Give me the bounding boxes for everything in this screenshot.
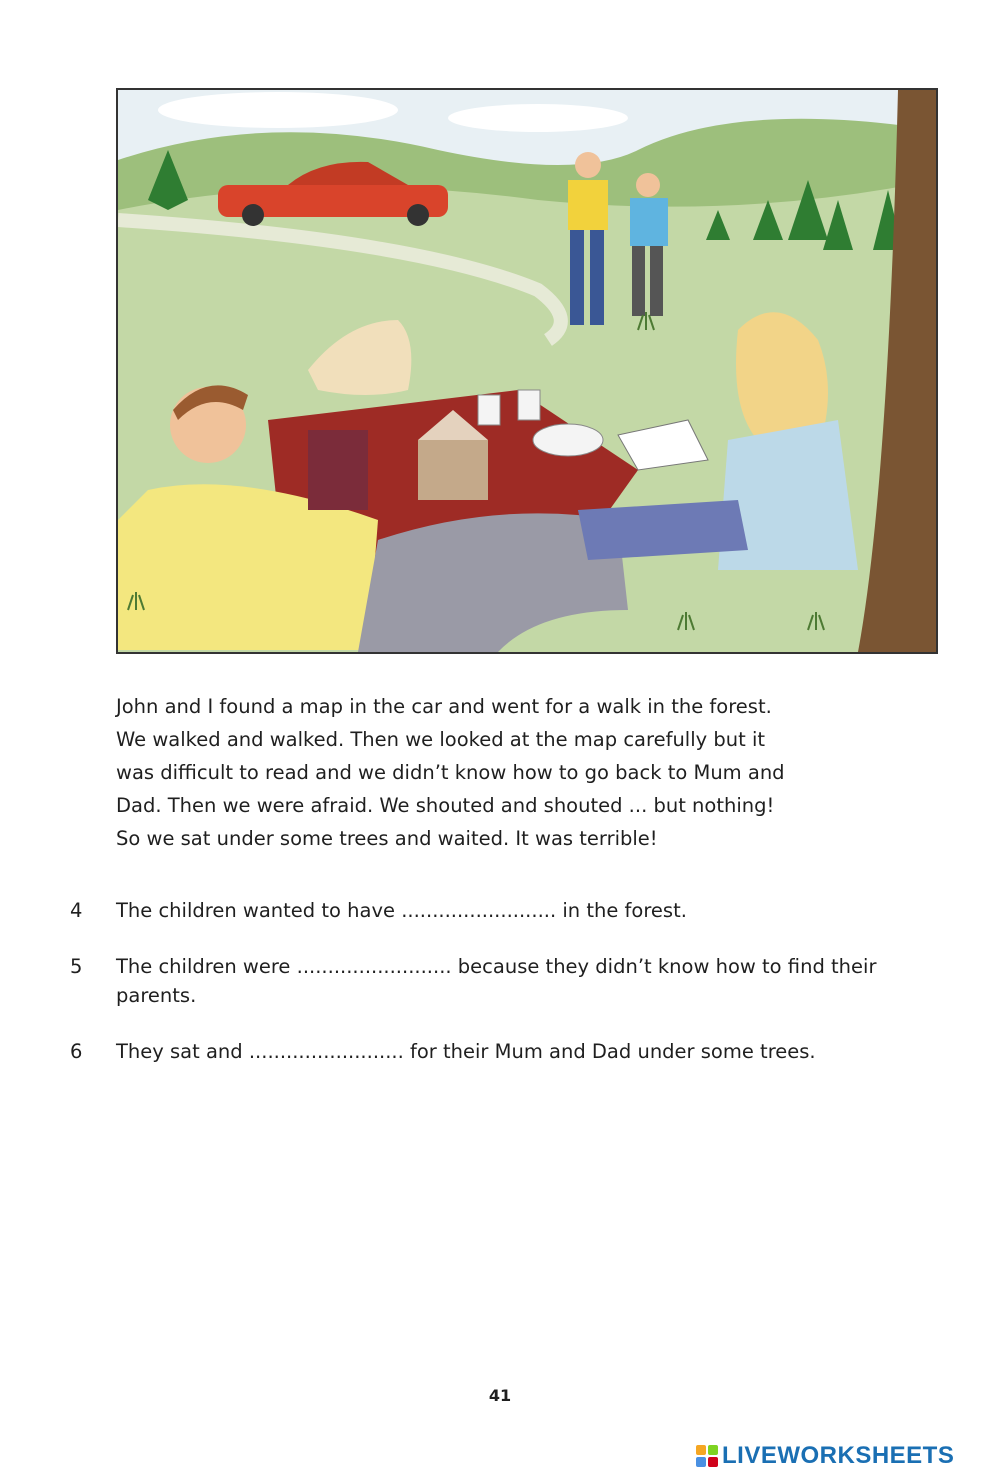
story-line: We walked and walked. Then we looked at the map carefully but it: [116, 728, 766, 751]
story-line: So we sat under some trees and waited. It was terrible!: [116, 827, 658, 850]
liveworksheets-icon: [696, 1445, 718, 1467]
brand-name: LIVEWORKSHEETS: [722, 1442, 955, 1469]
question-number: 6: [70, 1040, 83, 1063]
story-text: [116, 690, 926, 855]
story-line: Dad. Then we were afraid. We shouted and shouted ... but nothing!: [116, 794, 775, 817]
question-text[interactable]: They sat and ......................... for their Mum and Dad under some trees.: [116, 1040, 816, 1063]
question-text[interactable]: The children were ......................... because they didn’t know how to find their parents.: [116, 955, 877, 1007]
liveworksheets-logo[interactable]: [696, 1441, 954, 1471]
question-text[interactable]: The children wanted to have ......................... in the forest.: [116, 899, 687, 922]
question-number: 4: [70, 899, 83, 922]
story-line: John and I found a map in the car and went for a walk in the forest.: [116, 695, 772, 718]
story-line: was difficult to read and we didn’t know how to go back to Mum and: [116, 761, 785, 784]
picnic-illustration: [116, 88, 938, 654]
question-number: 5: [70, 955, 83, 978]
picnic-scene-image: [118, 90, 936, 652]
page-number: 41: [488, 1386, 512, 1405]
